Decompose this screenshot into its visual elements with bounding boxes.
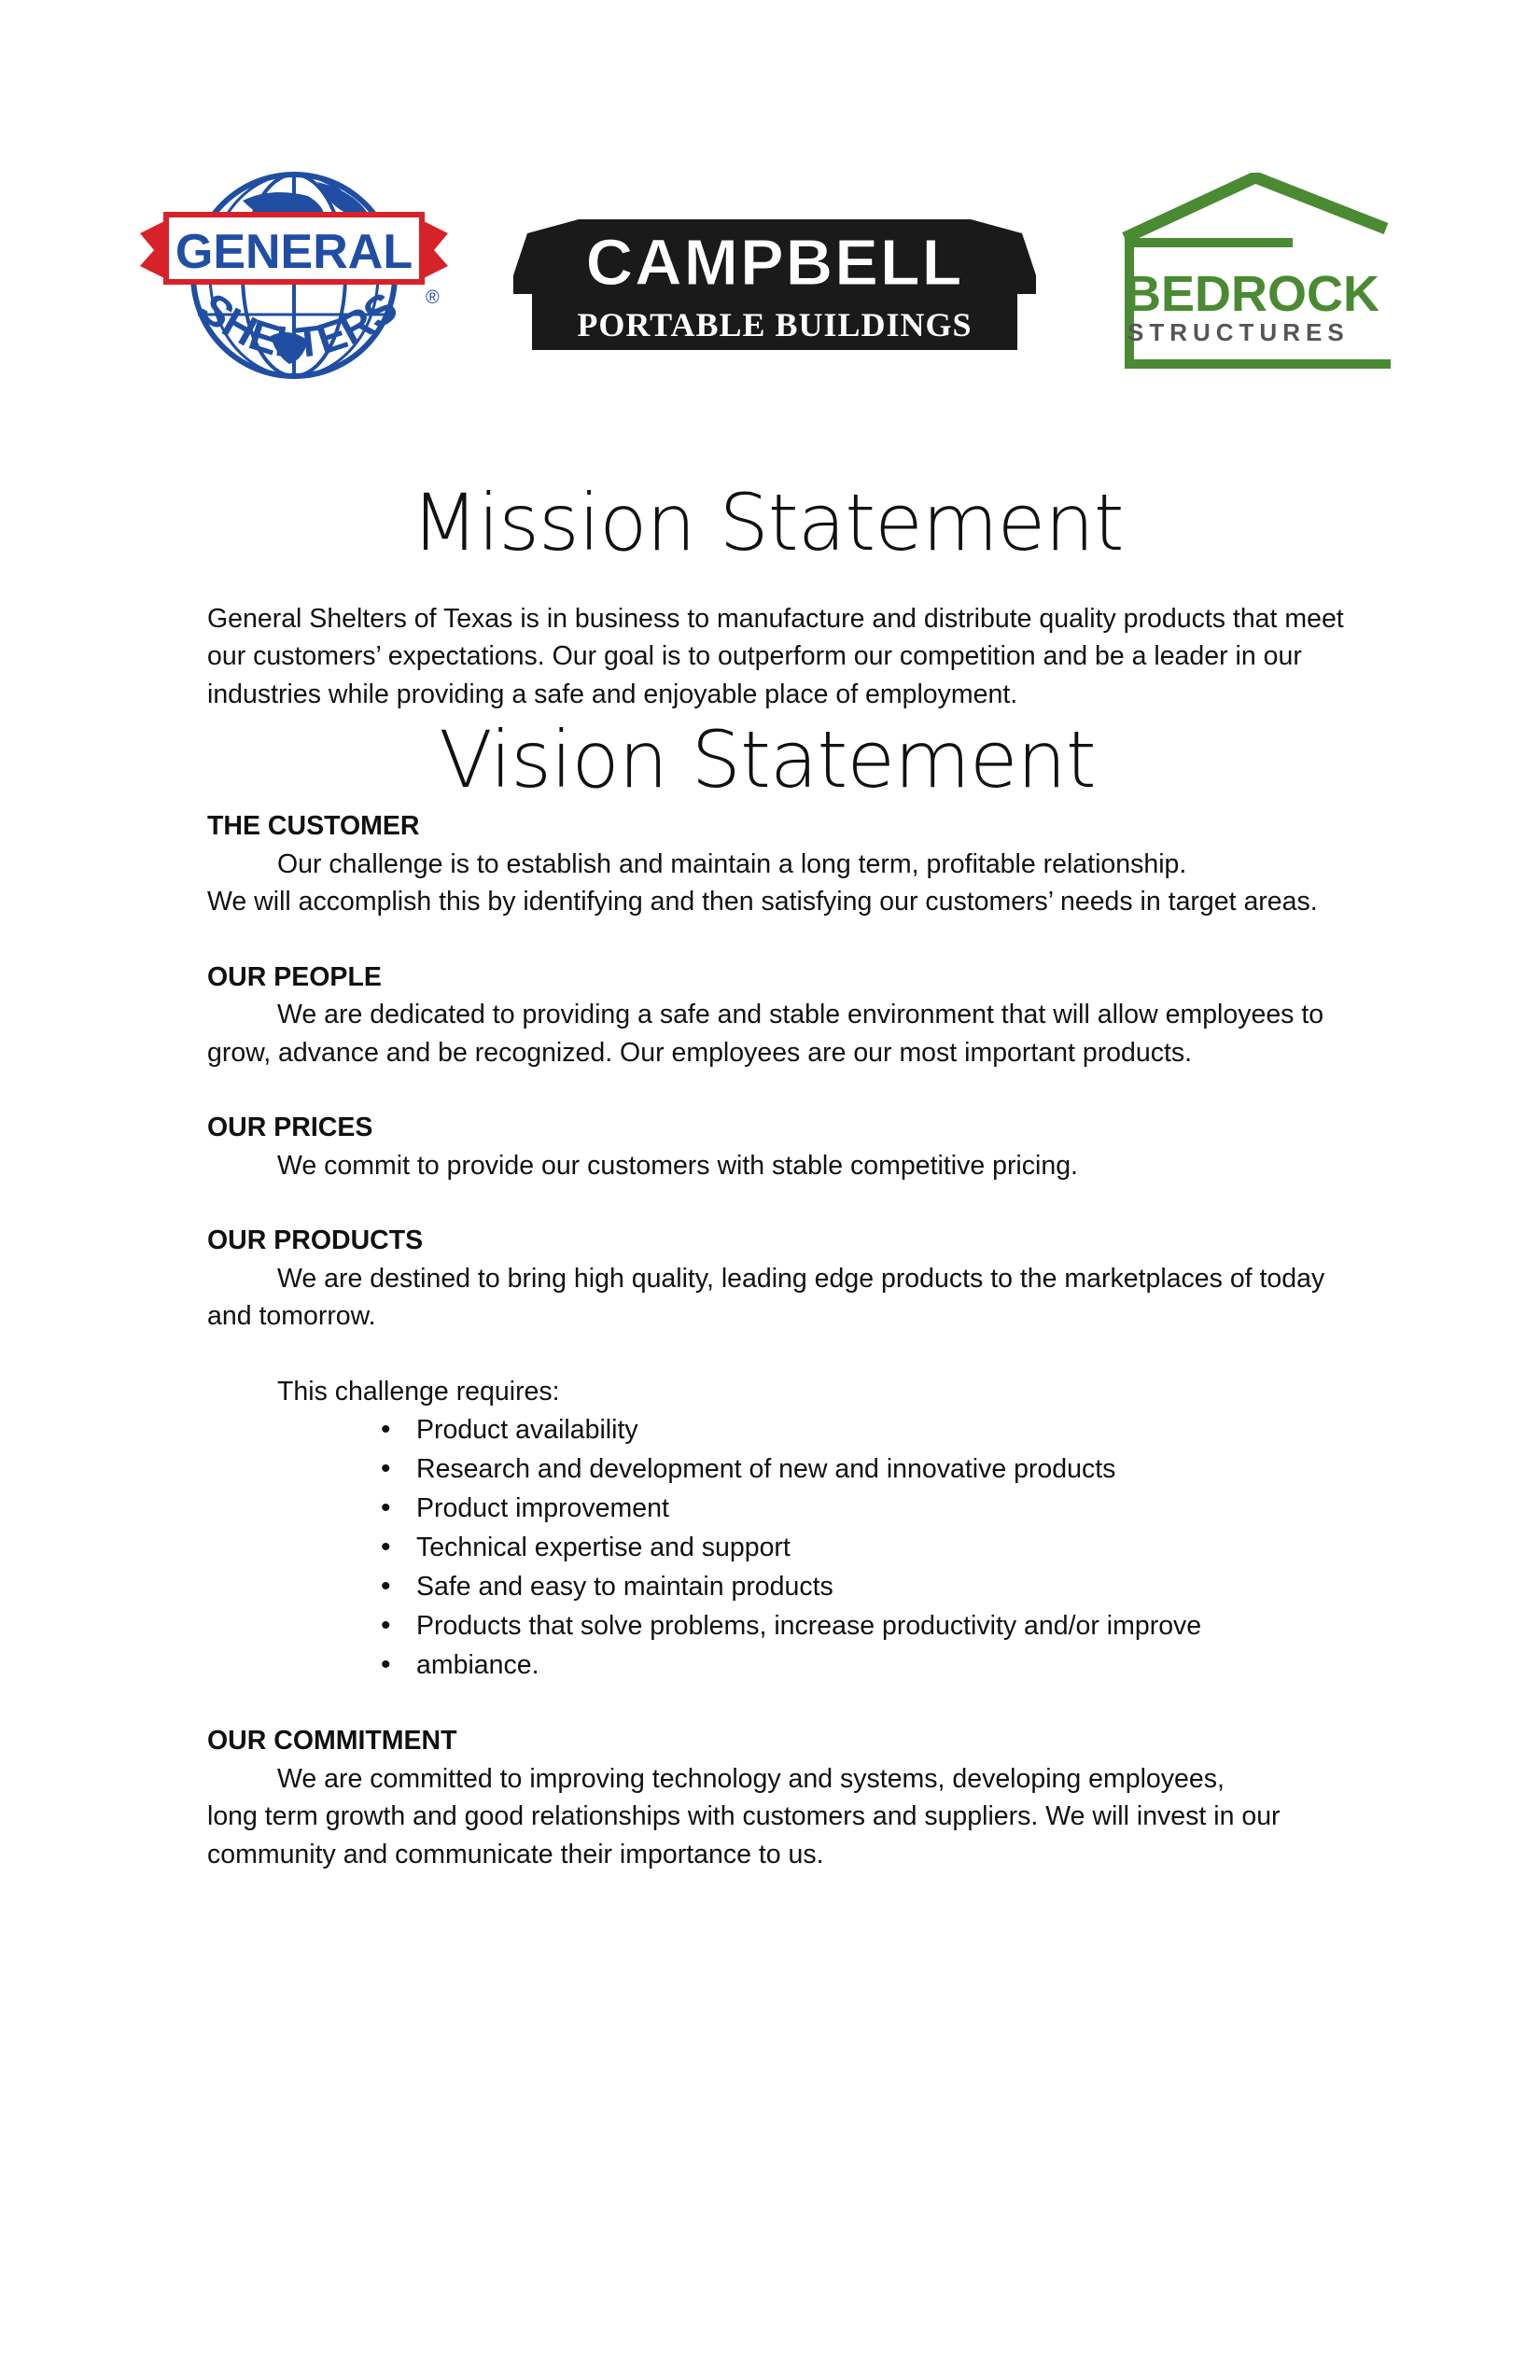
general-text: GENERAL bbox=[175, 225, 413, 279]
list-item: • ambiance. bbox=[416, 1645, 1374, 1685]
portable-buildings-text: PORTABLE BUILDINGS bbox=[577, 306, 973, 343]
list-item: • Safe and easy to maintain products bbox=[416, 1567, 1374, 1606]
commitment-line2: long term growth and good relationships with customers and suppliers. We will invest in our community and communicate their importance to us. bbox=[207, 1801, 1281, 1869]
prices-section bbox=[207, 1109, 1374, 1184]
mission-paragraph: General Shelters of Texas is in business to manufacture and distribute quality products that meet our customers’ expectations. Our goal is to outperform our competition and be a leader in our industries while providing a safe and enjoyable place of employment. bbox=[207, 603, 1344, 709]
document-body bbox=[207, 476, 1374, 1911]
registered-mark: ® bbox=[426, 287, 440, 308]
structures-text: STRUCTURES bbox=[1127, 318, 1350, 346]
prices-text: We commit to provide our customers with stable competitive pricing. bbox=[277, 1150, 1078, 1181]
general-shelters-logo bbox=[131, 163, 467, 387]
list-item: • Technical expertise and support bbox=[416, 1528, 1374, 1567]
customer-line2: We will accomplish this by identifying and then satisfying our customers’ needs in target areas. bbox=[207, 887, 1318, 917]
mission-title: Mission Statement bbox=[411, 477, 1124, 568]
bedrock-logo bbox=[1120, 173, 1400, 378]
shelters-text: SHELTERS bbox=[190, 282, 407, 368]
roof-icon bbox=[1125, 177, 1386, 238]
prices-heading: OUR PRICES bbox=[207, 1113, 373, 1143]
products-text: We are destined to bring high quality, leading edge products to the marketplaces of today and tomorrow. bbox=[207, 1263, 1325, 1332]
people-text: We are dedicated to providing a safe and stable environment that will allow employees to grow, advance and be recognized. Our employees are our most important products. bbox=[207, 1000, 1324, 1068]
bedrock-text: BEDROCK bbox=[1125, 266, 1380, 322]
people-heading: OUR PEOPLE bbox=[207, 961, 382, 992]
list-item: • Research and development of new and innovative products bbox=[416, 1449, 1374, 1489]
products-section bbox=[207, 1222, 1374, 1685]
requirements-intro: This challenge requires: bbox=[277, 1376, 560, 1407]
customer-line1: Our challenge is to establish and maintain a long term, profitable relationship. bbox=[277, 848, 1187, 879]
list-item: • Product availability bbox=[416, 1410, 1374, 1449]
campbell-text: CAMPBELL bbox=[585, 226, 964, 299]
commitment-line1: We are committed to improving technology and systems, developing employees, bbox=[277, 1763, 1225, 1794]
people-section bbox=[207, 959, 1374, 1072]
logo-row bbox=[131, 163, 1419, 387]
vision-title: Vision Statement bbox=[439, 714, 1096, 806]
products-heading: OUR PRODUCTS bbox=[207, 1225, 424, 1256]
list-item: • Product improvement bbox=[416, 1489, 1374, 1528]
customer-heading: THE CUSTOMER bbox=[207, 811, 420, 842]
customer-section bbox=[207, 807, 1374, 921]
requirements-list bbox=[207, 1410, 1374, 1685]
commitment-heading: OUR COMMITMENT bbox=[207, 1726, 457, 1757]
campbell-logo bbox=[504, 205, 1045, 355]
list-item: • Products that solve problems, increase productivity and/or improve bbox=[416, 1606, 1374, 1645]
commitment-section bbox=[207, 1722, 1374, 1873]
